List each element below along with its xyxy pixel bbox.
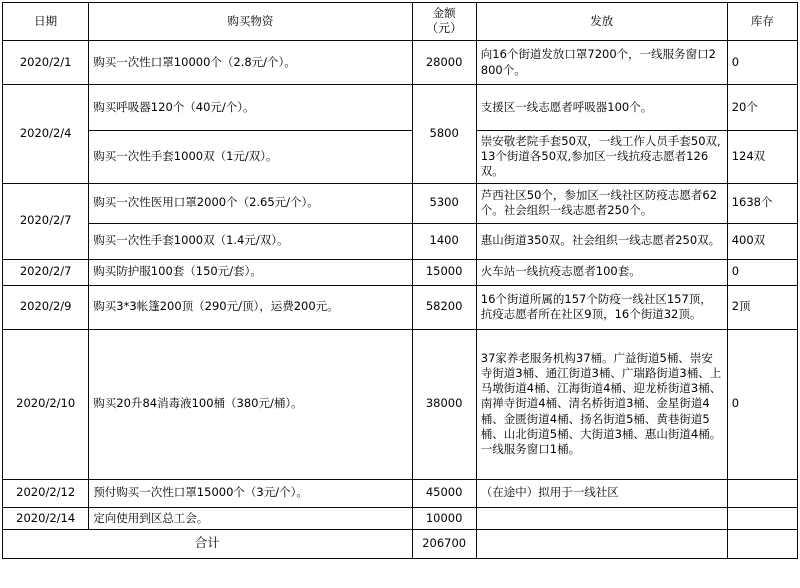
cell-date: 2020/2/14 — [3, 507, 89, 529]
table-header-row — [3, 3, 798, 41]
table-row — [3, 507, 798, 529]
cell-issue: （在途中）拟用于一线社区 — [476, 479, 727, 507]
cell-item: 购买呼吸器120个（40元/个）。 — [89, 85, 412, 131]
column-header-amount — [412, 3, 476, 41]
table-row — [3, 85, 798, 131]
cell-stock — [727, 507, 797, 529]
cell-amount: 5800 — [412, 85, 476, 184]
cell-item: 购买20升84消毒液100桶（380元/桶）。 — [89, 329, 412, 479]
cell-issue: 崇安敬老院手套50双，一线工作人员手套50双,13个街道各50双,参加区一线抗疫志愿者126双。 — [476, 131, 727, 184]
column-header-amount-line2: （元） — [426, 21, 463, 36]
cell-stock: 20个 — [727, 85, 797, 131]
cell-issue: 16个街道所属的157个防疫一线社区157顶，抗疫志愿者所在社区9顶，16个街道32顶。 — [476, 285, 727, 329]
table-row — [3, 259, 798, 285]
supply-record-sheet — [0, 2, 800, 588]
cell-amount: 58200 — [412, 285, 476, 329]
cell-item: 购买一次性手套1000双（1元/双）。 — [89, 131, 412, 184]
column-header-item: 购买物资 — [89, 3, 412, 41]
cell-date: 2020/2/1 — [3, 41, 89, 85]
table-row — [3, 183, 798, 223]
total-amount: 206700 — [412, 529, 476, 558]
cell-issue: 惠山街道350双。社会组织一线志愿者250双。 — [476, 223, 727, 259]
cell-stock: 0 — [727, 41, 797, 85]
column-header-issue: 发放 — [476, 3, 727, 41]
cell-date: 2020/2/7 — [3, 259, 89, 285]
cell-amount: 45000 — [412, 479, 476, 507]
supply-table — [2, 2, 798, 559]
total-label: 合计 — [3, 529, 413, 558]
cell-item: 购买3*3帐篷200顶（290元/顶），运费200元。 — [89, 285, 412, 329]
cell-item: 购买一次性手套1000双（1.4元/双）。 — [89, 223, 412, 259]
cell-amount: 1400 — [412, 223, 476, 259]
column-header-amount-line1: 金额 — [432, 6, 456, 20]
table-row — [3, 131, 798, 184]
cell-item: 预付购买一次性口罩15000个（3元/个）。 — [89, 479, 412, 507]
table-total-row — [3, 529, 798, 558]
column-header-stock: 库存 — [727, 3, 797, 41]
cell-stock: 124双 — [727, 131, 797, 184]
table-row — [3, 479, 798, 507]
table-row — [3, 285, 798, 329]
cell-issue: 芦西社区50个，参加区一线社区防疫志愿者62个。社会组织一线志愿者250个。 — [476, 183, 727, 223]
cell-item: 购买防护服100套（150元/套）。 — [89, 259, 412, 285]
table-row — [3, 223, 798, 259]
total-issue-empty — [476, 529, 727, 558]
cell-amount: 38000 — [412, 329, 476, 479]
table-row — [3, 41, 798, 85]
cell-item: 购买一次性医用口罩2000个（2.65元/个）。 — [89, 183, 412, 223]
total-stock-empty — [727, 529, 797, 558]
cell-amount: 28000 — [412, 41, 476, 85]
cell-issue: 支援区一线志愿者呼吸器100个。 — [476, 85, 727, 131]
cell-amount: 5300 — [412, 183, 476, 223]
column-header-date: 日期 — [3, 3, 89, 41]
cell-item: 定向使用到区总工会。 — [89, 507, 412, 529]
cell-amount: 10000 — [412, 507, 476, 529]
cell-date: 2020/2/7 — [3, 183, 89, 259]
cell-issue: 向16个街道发放口罩7200个，一线服务窗口2800个。 — [476, 41, 727, 85]
cell-date: 2020/2/9 — [3, 285, 89, 329]
cell-date: 2020/2/4 — [3, 85, 89, 184]
cell-issue — [476, 507, 727, 529]
cell-date: 2020/2/10 — [3, 329, 89, 479]
cell-date: 2020/2/12 — [3, 479, 89, 507]
cell-amount: 15000 — [412, 259, 476, 285]
table-row — [3, 329, 798, 479]
cell-stock: 2顶 — [727, 285, 797, 329]
cell-issue: 火车站一线抗疫志愿者100套。 — [476, 259, 727, 285]
cell-stock: 0 — [727, 329, 797, 479]
cell-stock — [727, 479, 797, 507]
cell-stock: 0 — [727, 259, 797, 285]
cell-stock: 400双 — [727, 223, 797, 259]
cell-item: 购买一次性口罩10000个（2.8元/个）。 — [89, 41, 412, 85]
cell-stock: 1638个 — [727, 183, 797, 223]
cell-issue: 37家养老服务机构37桶。广益街道5桶、崇安寺街道3桶、通江街道3桶、广瑞路街道3桶、上马墩街道4桶、江海街道4桶、迎龙桥街道3桶、南禅寺街道4桶、清名桥街道3桶、金星街道4桶、金匮街道4桶、扬名街道5桶、黄巷街道5桶、山北街道5桶、大街道3桶、惠山街道4桶。一线服务窗口1桶。 — [476, 329, 727, 479]
